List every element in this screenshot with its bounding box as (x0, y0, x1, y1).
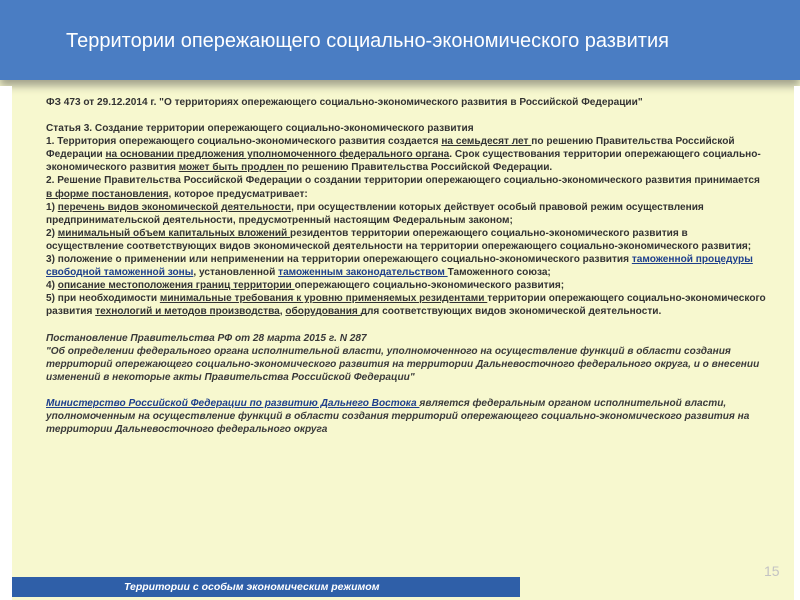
list-item-4: 4) описание местоположения границ территории опережающего социально-экономического развития; (46, 280, 565, 292)
article-heading: Статья 3. Создание территории опережающего социально-экономического развития (46, 123, 474, 135)
slide-title: Территории опережающего социально-экономического развития (66, 30, 669, 52)
customs-legislation-link[interactable]: таможенным законодательством (278, 267, 448, 279)
min-requirements-link[interactable]: минимальные требования к уровню применяемых резидентами (159, 293, 488, 305)
extension-link[interactable]: может быть продлен (178, 162, 287, 174)
spacer (46, 319, 766, 332)
activity-types-link[interactable]: перечень видов экономической деятельности (57, 201, 292, 213)
borders-description-link[interactable]: описание местоположения границ территории (57, 280, 295, 292)
header-bar (0, 0, 800, 80)
term-link[interactable]: на семьдесят лет (441, 136, 532, 148)
customs-procedure-link[interactable]: таможенной процедуры свободной таможенной зоны (46, 254, 753, 279)
article-paragraph-1: 1. Территория опережающего социально-экономического развития создается на семьдесят лет по решению Правительства Российской Федерации на основании предложения уполномоченного федерального органа. Срок существования территории опережающего социально-экономического развития может быть продлен по решению Правительства Российской Федерации. (46, 136, 761, 174)
basis-link[interactable]: на основании предложения уполномоченного федерального органа (105, 149, 450, 161)
article-paragraph-2: 2. Решение Правительства Российской Федерации о создании территории опережающего социально-экономического развития принимается в форме постановления, которое предусматривает: (46, 175, 760, 200)
technologies-link[interactable]: технологий и методов производства (95, 306, 280, 318)
list-item-2: 2) минимальный объем капитальных вложений резидентов территории опережающего социально-экономического развития в осуществление соответствующих видов экономической деятельности на территории опережающего социально-экономического развития; (46, 227, 752, 252)
list-item-3: 3) положение о применении или неприменении на территории опережающего социально-экономического развития таможенной процедуры свободной таможенной зоны, установленной таможенным законодательством Таможенного союза; (46, 254, 753, 279)
slide-content (46, 96, 766, 436)
equipment-link[interactable]: оборудования (285, 306, 361, 318)
left-margin-strip (0, 86, 12, 600)
list-item-1: 1) перечень видов экономической деятельности, при осуществлении которых действует особый правовой режим осуществления предпринимательской деятельности, предусмотренный настоящим Федеральным законом; (46, 201, 704, 226)
spacer (46, 384, 766, 397)
decree-reference: Постановление Правительства РФ от 28 марта 2015 г. N 287 (46, 332, 367, 344)
list-item-5: 5) при необходимости минимальные требования к уровню применяемых резидентами территории опережающего социально-экономического развития технологий и методов производства, оборудования для соответствующих видов экономической деятельности. (46, 293, 766, 318)
page-number: 15 (764, 563, 780, 579)
decree-title: "Об определении федерального органа исполнительной власти, уполномоченного на осуществление функций в области создания территорий опережающего социально-экономического развития на территории Дальневосточного федерального округа, и о внесении изменений в некоторые акты Правительства Российской Федерации" (46, 345, 760, 383)
form-link[interactable]: в форме постановления (46, 188, 169, 200)
min-investment-link[interactable]: минимальный объем капитальных вложений (57, 227, 291, 239)
ministry-paragraph: Министерство Российской Федерации по развитию Дальнего Востока является федеральным органом исполнительной власти, уполномоченным на осуществление функций в области создания территорий опережающего социально-экономического развития на территории Дальневосточного федерального округа (46, 397, 750, 436)
right-margin-strip (794, 86, 800, 600)
ministry-link[interactable]: Министерство Российской Федерации по развитию Дальнего Востока (46, 397, 420, 409)
law-reference: ФЗ 473 от 29.12.2014 г. "О территориях опережающего социально-экономического развития в Российской Федерации" (46, 97, 643, 108)
spacer (46, 109, 766, 122)
footer-caption: Территории с особым экономическим режимом (124, 581, 380, 593)
